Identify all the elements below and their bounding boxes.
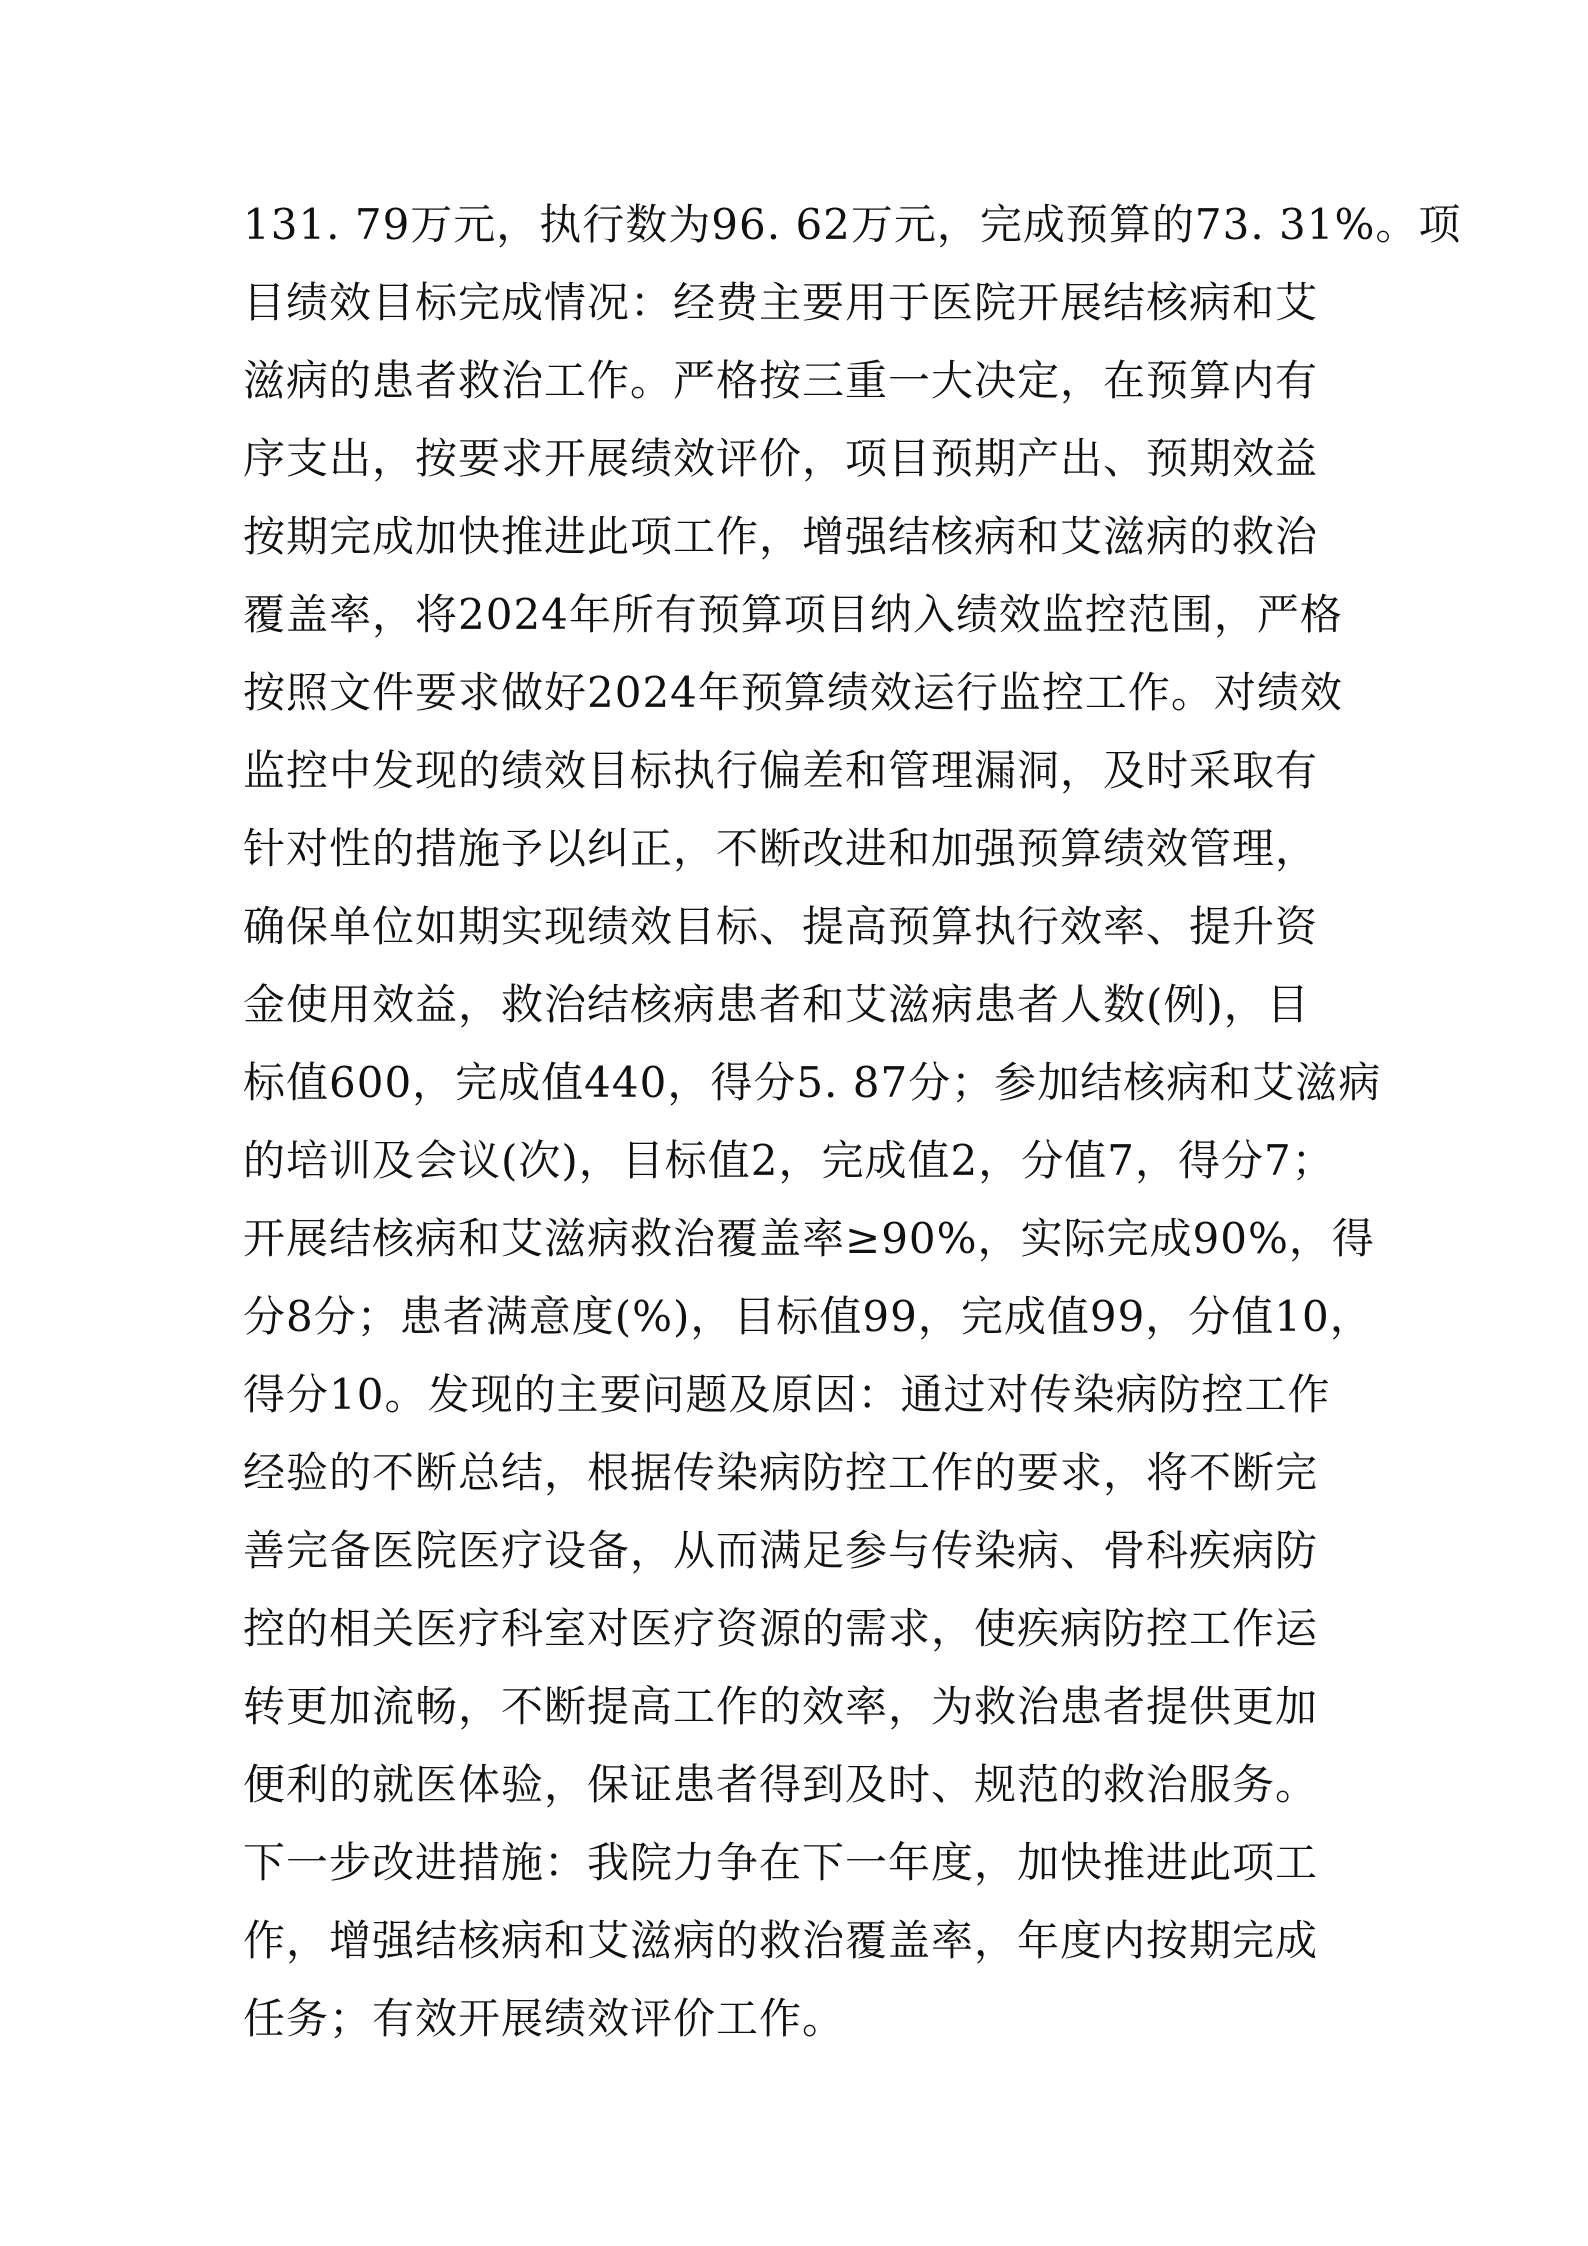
paragraph-line: 任务；有效开展绩效评价工作。 [243,1994,846,2043]
paragraph-line: 开展结核病和艾滋病救治覆盖率≥90%，实际完成90%，得 [243,1214,1375,1263]
paragraph-line: 便利的就医体验，保证患者得到及时、规范的救治服务。 [243,1760,1319,1809]
paragraph-line: 按期完成加快推进此项工作，增强结核病和艾滋病的救治 [243,512,1319,561]
paragraph-line: 分8分；患者满意度(%)，目标值99，完成值99，分值10， [243,1292,1373,1341]
paragraph-line: 作，增强结核病和艾滋病的救治覆盖率，年度内按期完成 [243,1916,1319,1965]
paragraph-line: 标值600，完成值440，得分5. 87分；参加结核病和艾滋病 [243,1058,1382,1107]
paragraph-line: 的培训及会议(次)，目标值2，完成值2，分值7，得分7； [243,1136,1335,1185]
paragraph-line: 金使用效益，救治结核病患者和艾滋病患者人数(例)，目 [243,980,1310,1029]
paragraph-line: 得分10。发现的主要问题及原因：通过对传染病防控工作 [243,1370,1331,1419]
paragraph-line: 覆盖率，将2024年所有预算项目纳入绩效监控范围，严格 [243,590,1343,639]
paragraph-line: 监控中发现的绩效目标执行偏差和管理漏洞，及时采取有 [243,746,1319,795]
paragraph-line: 针对性的措施予以纠正，不断改进和加强预算绩效管理， [243,824,1319,873]
paragraph-line: 序支出，按要求开展绩效评价，项目预期产出、预期效益 [243,434,1319,483]
paragraph-line: 确保单位如期实现绩效目标、提高预算执行效率、提升资 [243,902,1319,951]
paragraph-line: 按照文件要求做好2024年预算绩效运行监控工作。对绩效 [243,668,1343,717]
paragraph-line: 转更加流畅，不断提高工作的效率，为救治患者提供更加 [243,1682,1319,1731]
body-paragraph [243,186,1462,2058]
paragraph-line: 下一步改进措施：我院力争在下一年度，加快推进此项工 [243,1838,1319,1887]
paragraph-line: 经验的不断总结，根据传染病防控工作的要求，将不断完 [243,1448,1319,1497]
paragraph-line: 131. 79万元，执行数为96. 62万元，完成预算的73. 31%。项 [243,200,1462,249]
paragraph-line: 滋病的患者救治工作。严格按三重一大决定，在预算内有 [243,356,1319,405]
paragraph-line: 控的相关医疗科室对医疗资源的需求，使疾病防控工作运 [243,1604,1319,1653]
paragraph-line: 善完备医院医疗设备，从而满足参与传染病、骨科疾病防 [243,1526,1319,1575]
paragraph-line: 目绩效目标完成情况：经费主要用于医院开展结核病和艾 [243,278,1319,327]
